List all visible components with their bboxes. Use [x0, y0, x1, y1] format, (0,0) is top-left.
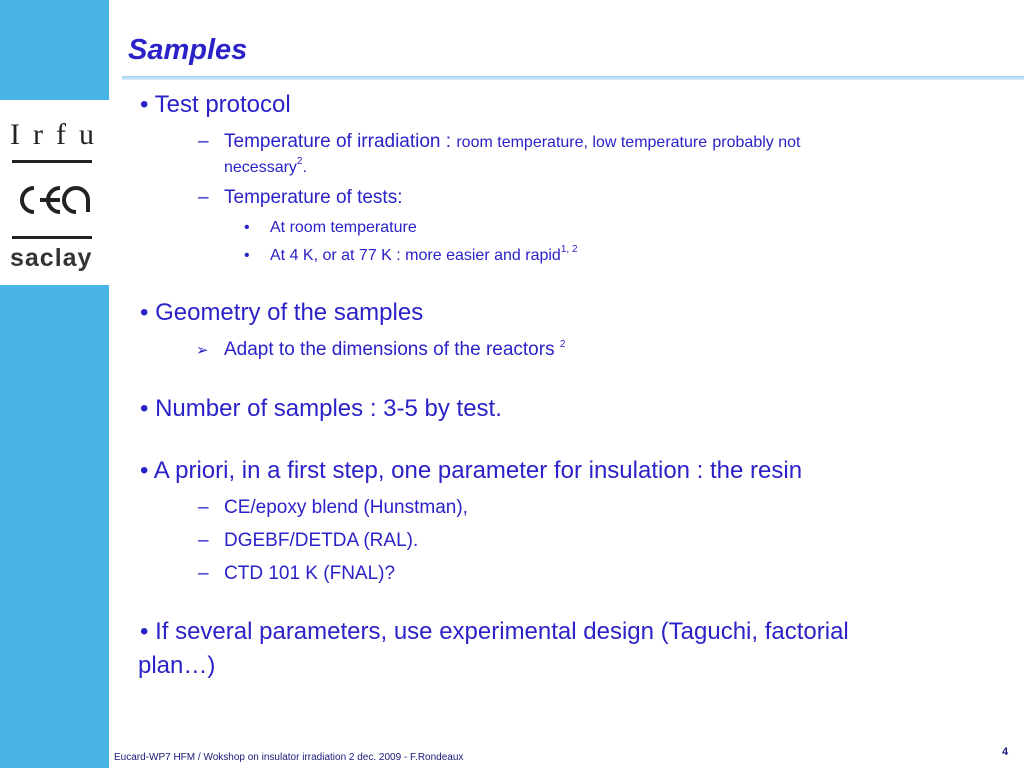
- bullet-icon: •: [140, 457, 149, 484]
- sub-bullet-tests: [198, 186, 403, 210]
- bullet-a-priori: [140, 457, 802, 485]
- logo-divider: [12, 160, 92, 163]
- sub-bullet-label: Temperature of irradiation :: [224, 131, 457, 152]
- superscript: 1, 2: [560, 244, 578, 255]
- dash-icon: –: [198, 497, 209, 518]
- bullet-icon: •: [140, 299, 149, 326]
- dash-icon: –: [198, 563, 209, 584]
- sub-bullet-text: CE/epoxy blend (Hunstman),: [224, 497, 468, 518]
- bullet-experimental-design: [140, 618, 849, 646]
- bullet-icon: •: [140, 618, 149, 645]
- cea-logo: [10, 178, 94, 227]
- sub-bullet-text: CTD 101 K (FNAL)?: [224, 563, 396, 584]
- bullet-text: A priori, in a first step, one parameter for insulation : the resin: [153, 457, 803, 484]
- sub-bullet-irradiation-line2: necessary$^2$.: [224, 156, 307, 176]
- sub-sub-bullet-text: At 4 K, or at 77 K : more easier and rapid: [270, 247, 561, 264]
- superscript: 2: [296, 156, 303, 167]
- footer-text: Eucard-WP7 HFM / Wokshop on insulator irradiation 2 dec. 2009 - F.Rondeaux: [114, 752, 464, 763]
- sub-bullet-tail: probably not: [712, 134, 801, 151]
- slide-title: Samples: [128, 34, 248, 66]
- bullet-text: Test protocol: [154, 91, 291, 118]
- sub-bullet-ce-epoxy: [198, 496, 468, 520]
- sub-bullet-irradiation: [198, 130, 801, 154]
- bullet-test-protocol: [140, 91, 291, 119]
- sub-bullet-ctd: [198, 562, 396, 586]
- title-rule: [122, 76, 1024, 80]
- sub-bullet-text: Temperature of tests:: [224, 187, 403, 208]
- bullet-icon: •: [244, 219, 250, 236]
- irfu-logo: Irfu: [10, 118, 107, 151]
- sub-bullet-dgebf: [198, 529, 419, 553]
- cea-logo-icon: [10, 178, 94, 222]
- sub-bullet-reactors: [196, 338, 566, 363]
- bullet-text: If several parameters, use experimental design (Taguchi, factorial: [155, 618, 849, 645]
- bullet-geometry: [140, 299, 423, 327]
- page-number: 4: [1002, 746, 1009, 758]
- dash-icon: –: [198, 530, 209, 551]
- sub-sub-bullet-room: [244, 218, 417, 238]
- dash-icon: –: [198, 131, 209, 152]
- sub-bullet-text: Adapt to the dimensions of the reactors: [224, 339, 560, 360]
- bullet-icon: •: [244, 247, 250, 264]
- sub-bullet-text: DGEBF/DETDA (RAL).: [224, 530, 419, 551]
- bullet-experimental-design-line2: plan…): [138, 652, 216, 679]
- bullet-icon: •: [140, 91, 149, 118]
- bullet-text: Geometry of the samples: [155, 299, 424, 326]
- arrow-icon: ➢: [196, 342, 209, 359]
- sub-sub-bullet-text: At room temperature: [270, 219, 417, 236]
- superscript: 2: [559, 339, 566, 350]
- sub-sub-bullet-4k: [244, 244, 578, 266]
- bullet-text: Number of samples : 3-5 by test.: [155, 395, 502, 422]
- logo-divider: [12, 236, 92, 239]
- sub-bullet-detail: room temperature, low temperature: [456, 134, 708, 151]
- bullet-icon: •: [140, 395, 149, 422]
- bullet-number: [140, 395, 502, 423]
- saclay-logo: saclay: [10, 244, 93, 272]
- dash-icon: –: [198, 187, 209, 208]
